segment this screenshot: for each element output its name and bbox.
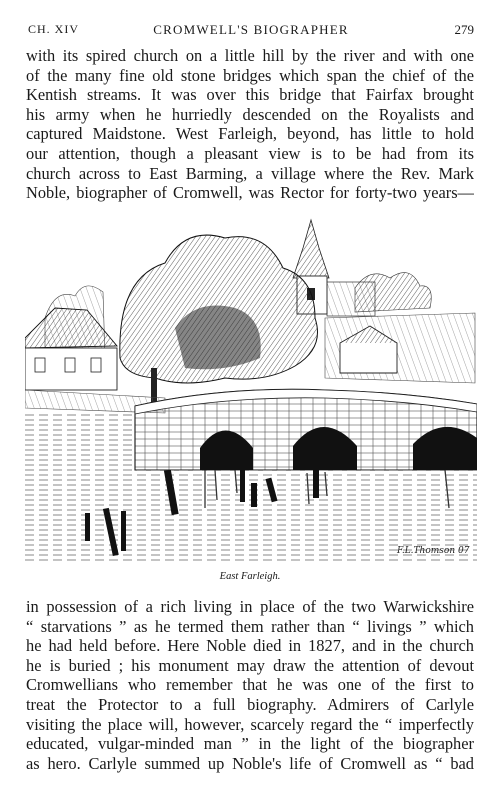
east-farleigh-illustration bbox=[25, 208, 477, 563]
text-line: of the many fine old stone bridges which span the chief of the bbox=[26, 65, 474, 85]
text-line: Noble, biographer of Cromwell, was Rector for forty-two years— bbox=[26, 183, 474, 203]
text-line: he had held before. Here Noble died in 1827, and in the church bbox=[26, 636, 474, 656]
running-title: CROMWELL'S BIOGRAPHER bbox=[153, 22, 349, 37]
stone-bridge bbox=[135, 389, 477, 470]
chapter-label: CH. XIV bbox=[28, 22, 79, 36]
text-line: Kentish streams. It was over this bridge that Fairfax brought bbox=[26, 85, 474, 105]
text-line: his army when he hurriedly descended on the Royalists and bbox=[26, 104, 474, 124]
text-line: as hero. Carlyle summed up Noble's life of Cromwell as “ bad bbox=[26, 753, 474, 773]
text-line: Cromwellians who remember that he was one of the first to bbox=[26, 675, 474, 695]
text-line: visiting the place will, however, scarcely regard the “ imperfectly bbox=[26, 714, 474, 734]
text-line: educated, vulgar-minded man ” in the light of the biographer bbox=[26, 734, 474, 754]
text-line: in possession of a rich living in place of the two Warwickshire bbox=[26, 597, 474, 616]
church-spire bbox=[293, 220, 329, 278]
illustration-caption: East Farleigh. bbox=[219, 571, 281, 582]
text-line: with its spired church on a little hill by the river and with one bbox=[26, 46, 474, 65]
distant-trees bbox=[355, 273, 431, 312]
paragraph-bottom bbox=[26, 597, 474, 773]
text-line: he is buried ; his monument may draw the attention of devout bbox=[26, 655, 474, 675]
text-line: “ starvations ” as he termed them rather than “ livings ” which bbox=[26, 616, 474, 636]
running-header bbox=[28, 22, 474, 42]
text-line: church across to East Barming, a village where the Rev. Mark bbox=[26, 163, 474, 183]
paragraph-top bbox=[26, 46, 474, 203]
text-line: captured Maidstone. West Farleigh, beyond, has little to hold bbox=[26, 124, 474, 144]
text-line: treat the Protector to a full biography. Admirers of Carlyle bbox=[26, 694, 474, 714]
page-number: 279 bbox=[454, 22, 474, 37]
text-line: our attention, though a pleasant view is to be had from its bbox=[26, 143, 474, 163]
artist-signature: F.L.Thomson 07 bbox=[397, 546, 470, 556]
